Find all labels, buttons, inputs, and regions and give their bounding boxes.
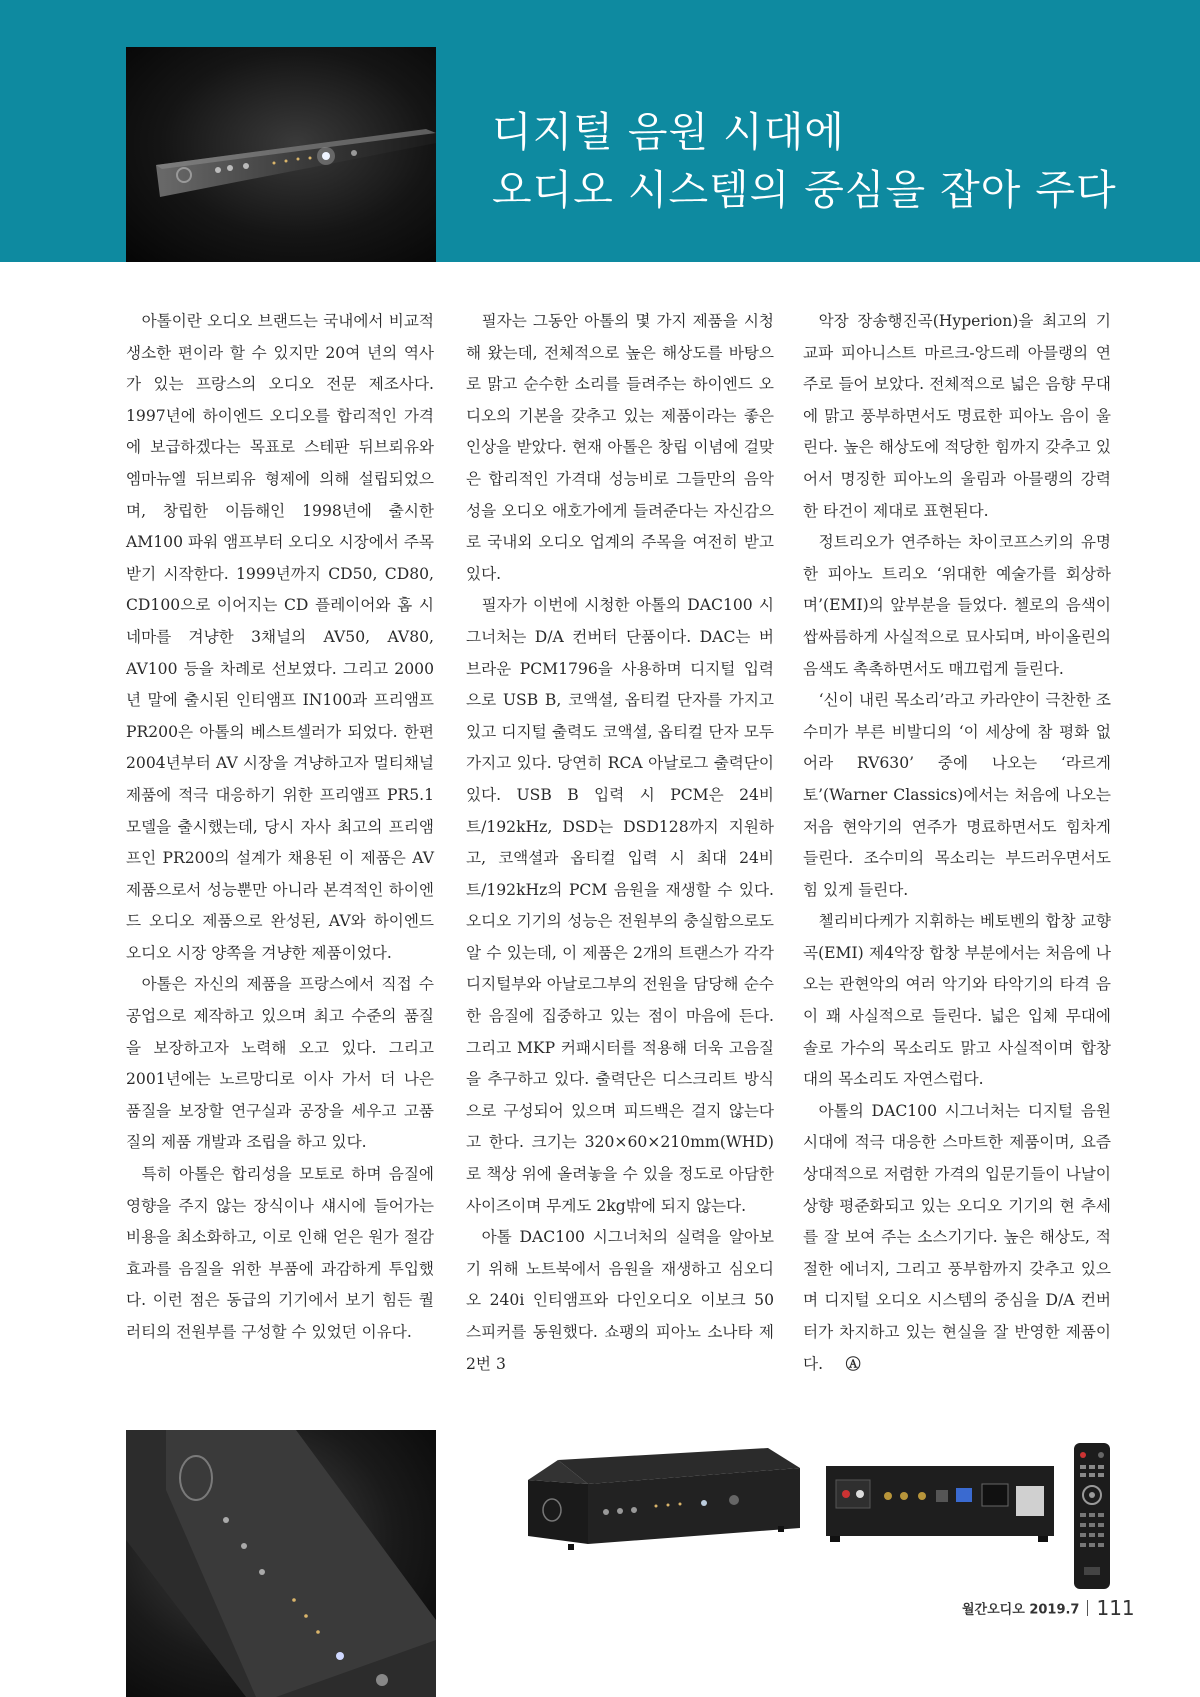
product-closeup-photo [126, 47, 436, 262]
product-rear-photo [826, 1466, 1054, 1542]
paragraph: 필자가 이번에 시청한 아톨의 DAC100 시그너처는 D/A 컨버터 단품이다. DAC는 버 브라운 PCM1796을 사용하며 디지털 입력으로 USB B, 코액셜, 옵티컬 단자를 가지고 있고 디지털 출력도 코액셜, 옵티컬 단자 모두 가지고 있다. 당연히 RCA 아날로그 출력단이 있다. USB B 입력 시 PCM은 24비트/192kHz, DSD는 DSD128까지 지원하고, 코액셜과 옵티컬 입력 시 최대 24비트/192kHz의 PCM 음원을 재생할 수 있다. 오디오 기기의 성능은 전원부의 충실함으로도 알 수 있는데, 이 제품은 2개의 트랜스가 각각 디지털부와 아날로그부의 전원을 담당해 순수한 음질에 집중하고 있는 점이 마음에 든다. 그리고 MKP 커패시터를 적용해 더욱 고음질을 추구하고 있다. 출력단은 디스크리트 방식으로 구성되어 있으며 피드백은 걸지 않는다고 한다. 크기는 320×60×210mm(WHD)로 책상 위에 올려놓을 수 있을 정도로 아담한 사이즈이며 무게도 2kg밖에 되지 않는다. [466, 596, 774, 1215]
dac-front-illustration [528, 1440, 800, 1560]
article-column-2 [466, 306, 774, 1380]
paragraph: ‘신이 내린 목소리’라고 카라얀이 극찬한 조수미가 부른 비발디의 ‘이 세상에 참 평화 없어라 RV630’ 중에 나오는 ‘라르게토’(Warner Classics)에서는 처음에 나오는 저음 현악기의 연주가 명료하면서도 힘차게 들린다. 조수미의 목소리는 부드러우면서도 힘 있게 들린다. [803, 691, 1111, 899]
article-column-3 [803, 306, 1111, 1380]
article-headline [492, 103, 1117, 219]
paragraph-text: 아톨의 DAC100 시그너처는 디지털 음원 시대에 적극 대응한 스마트한 제품이며, 요즘 상대적으로 저렴한 가격의 입문기들이 나날이 상향 평준화되고 있는 오디오 기기의 현 추세를 잘 보여 주는 소스기기다. 높은 해상도, 적절한 에너지, 그리고 풍부함까지 갖추고 있으며 디지털 오디오 시스템의 중심을 D/A 컨버터가 차지하고 있는 현실을 잘 반영한 제품이다. [803, 1101, 1111, 1373]
paragraph: 정트리오가 연주하는 차이코프스키의 유명한 피아노 트리오 ‘위대한 예술가를 회상하며’(EMI)의 앞부분을 들었다. 첼로의 음색이 쌉싸름하게 사실적으로 묘사되며, 바이올린의 음색도 촉촉하면서도 매끄럽게 들린다. [803, 533, 1111, 678]
page-footer [962, 1596, 1135, 1620]
paragraph: 첼리비다케가 지휘하는 베토벤의 합창 교향곡(EMI) 제4악장 합창 부분에서는 처음에 나오는 관현악의 여러 악기와 타악기의 타격 음이 꽤 사실적으로 들린다. 넓은 입체 무대에 솔로 가수의 목소리도 맑고 사실적이며 합창대의 목소리도 자연스럽다. [803, 912, 1111, 1089]
front-panel-illustration [126, 47, 436, 262]
paragraph: 특히 아톨은 합리성을 모토로 하며 음질에 영향을 주지 않는 장식이나 섀시에 들어가는 비용을 최소화하고, 이로 인해 얻은 원가 절감 효과를 음질을 위한 부품에 과감하게 투입했다. 이런 점은 동급의 기기에서 보기 힘든 퀄러티의 전원부를 구성할 수 있었던 이유다. [126, 1165, 434, 1341]
angled-panel-illustration [126, 1430, 436, 1697]
end-mark-icon: Ⓐ [845, 1354, 861, 1373]
article-column-1 [126, 306, 434, 1349]
folio-divider [1087, 1600, 1088, 1616]
product-front-photo [528, 1440, 800, 1560]
headline-line-2: 오디오 시스템의 중심을 잡아 주다 [492, 166, 1117, 214]
paragraph: 필자는 그동안 아톨의 몇 가지 제품을 시청해 왔는데, 전체적으로 높은 해상도를 바탕으로 맑고 순수한 소리를 들려주는 하이엔드 오디오의 기본을 갖추고 있는 제품이라는 좋은 인상을 받았다. 현재 아톨은 창립 이념에 걸맞은 합리적인 가격대 성능비로 그들만의 음악성을 오디오 애호가에게 들려준다는 자신감으로 국내외 오디오 업계의 주목을 여전히 받고 있다. [466, 312, 774, 583]
dac-rear-illustration [826, 1466, 1054, 1542]
paragraph: 악장 장송행진곡(Hyperion)을 최고의 기교파 피아니스트 마르크-앙드레 아믈랭의 연주로 들어 보았다. 전체적으로 넓은 음향 무대에 맑고 풍부하면서도 명료한 피아노 음이 울린다. 높은 해상도에 적당한 힘까지 갖추고 있어서 명징한 피아노의 울림과 아믈랭의 강력한 타건이 제대로 표현된다. [803, 312, 1111, 520]
page-number: 111 [1096, 1596, 1135, 1620]
magazine-issue: 월간오디오 2019.7 [962, 1602, 1080, 1618]
remote-illustration [1072, 1443, 1112, 1589]
paragraph: 아톨 DAC100 시그너처의 실력을 알아보기 위해 노트북에서 음원을 재생하고 심오디오 240i 인티앰프와 다인오디오 이보크 50 스피커를 동원했다. 쇼팽의 피아노 소나타 제2번 3 [466, 1228, 774, 1373]
paragraph: 아톨은 자신의 제품을 프랑스에서 직접 수공업으로 제작하고 있으며 최고 수준의 품질을 보장하고자 노력해 오고 있다. 그리고 2001년에는 노르망디로 이사 가서 더 나은 품질을 보장할 연구실과 공장을 세우고 고품질의 제품 개발과 조립을 하고 있다. [126, 975, 434, 1152]
remote-control-photo [1072, 1443, 1112, 1589]
headline-line-1: 디지털 음원 시대에 [492, 108, 845, 156]
product-angle-photo [126, 1430, 436, 1697]
paragraph-final [803, 1096, 1111, 1380]
paragraph: 아톨이란 오디오 브랜드는 국내에서 비교적 생소한 편이라 할 수 있지만 20여 년의 역사가 있는 프랑스의 오디오 전문 제조사다. 1997년에 하이엔드 오디오를 합리적인 가격에 보급하겠다는 목표로 스테판 뒤브뢰유와 엠마뉴엘 뒤브뢰유 형제에 의해 설립되었으며, 창립한 이듬해인 1998년에 출시한 AM100 파워 앰프부터 오디오 시장에서 주목받기 시작한다. 1999년까지 CD50, CD80, CD100으로 이어지는 CD 플레이어와 홈 시네마를 겨냥한 3채널의 AV50, AV80, AV100 등을 차례로 선보였다. 그리고 2000년 말에 출시된 인티앰프 IN100과 프리앰프 PR200은 아톨의 베스트셀러가 되었다. 한편 2004년부터 AV 시장을 겨냥하고자 멀티채널 제품에 적극 대응하기 위한 프리앰프 PR5.1 모델을 출시했는데, 당시 자사 최고의 프리앰프인 PR200의 설계가 채용된 이 제품은 AV 제품으로서 성능뿐만 아니라 본격적인 하이엔드 오디오 제품으로 완성된, AV와 하이엔드 오디오 시장 양쪽을 겨냥한 제품이었다. [126, 312, 434, 962]
